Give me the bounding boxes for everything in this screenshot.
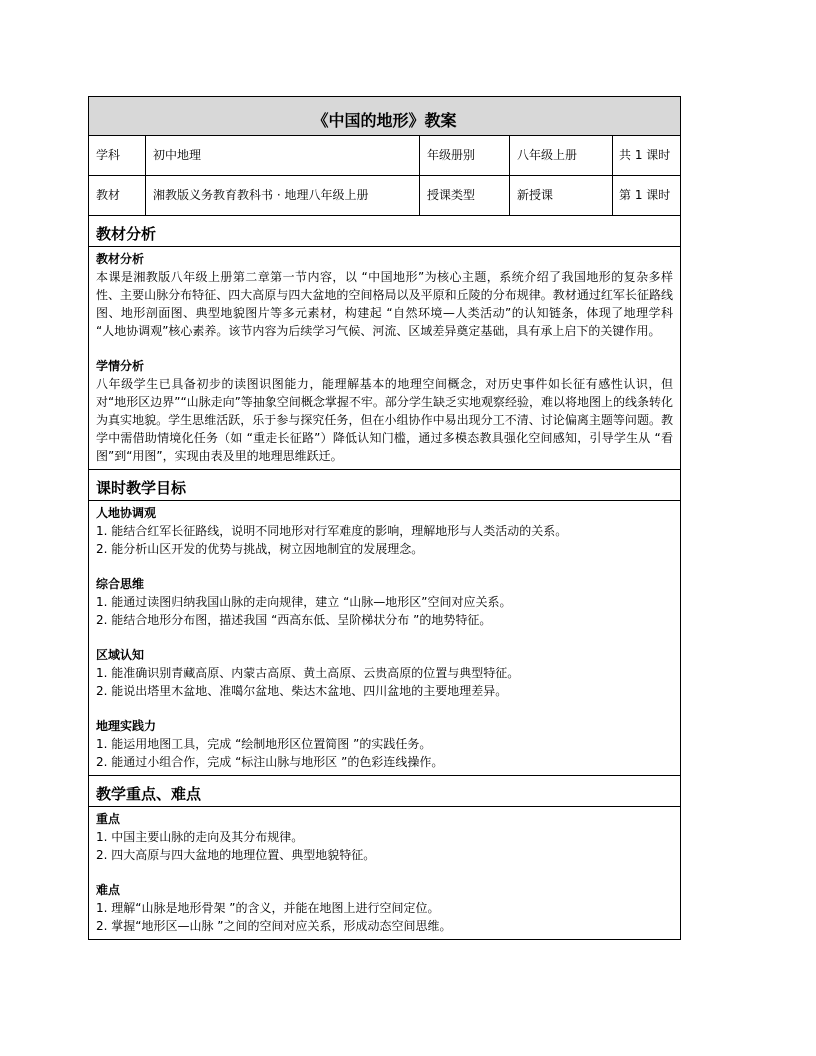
lesson-plan-table <box>88 96 681 940</box>
student-analysis-text: 八年级学生已具备初步的读图识图能力，能理解基本的地理空间概念，对历史事件如长征有感性认识，但对“地形区边界”“山脉走向”等抽象空间概念掌握不牢。部分学生缺乏实地观察经验，难以将地图上的线条转化为真实地貌。学生思维活跃，乐于参与探究任务，但在小组协作中易出现分工不清、讨论偏离主题等问题。教学中需借助情境化任务（如 “重走长征路”）降低认知门槛，通过多模态教具强化空间感知，引导学生从 “看图”到“用图”，实现由表及里的地理思维跃迁。 <box>96 377 673 463</box>
list-item: 1. 中国主要山脉的走向及其分布规律。 <box>96 830 304 844</box>
list-item: 1. 能通过读图归纳我国山脉的走向规律，建立 “山脉—地形区”空间对应关系。 <box>96 595 512 609</box>
title-row <box>89 97 680 135</box>
textbook-analysis-title: 教材分析 <box>96 252 145 266</box>
total-periods: 共 1 课时 <box>612 136 680 175</box>
analysis-body <box>89 247 680 469</box>
textbook-analysis-text: 本课是湘教版八年级上册第二章第一节内容，以 “中国地形”为核心主题，系统介绍了我国地形的复杂多样性、主要山脉分布特征、四大高原与四大盆地的空间格局以及平原和丘陵的分布规律。教材通过红军长征路线图、地形剖面图、典型地貌图片等多元素材，构建起 “自然环境—人类活动”的认知链条，体现了地理学科 “人地协调观”核心素养。该节内容为后续学习气候、河流、区域差异奠定基础，具有承上启下的关键作用。 <box>96 270 673 338</box>
grade-label: 年级册别 <box>419 136 509 175</box>
list-item: 1. 能准确识别青藏高原、内蒙古高原、黄土高原、云贵高原的位置与典型特征。 <box>96 666 520 680</box>
analysis-heading-row <box>89 215 680 246</box>
analysis-heading: 教材分析 <box>96 225 157 243</box>
document-title: 《中国的地形》教案 <box>312 110 457 130</box>
lesson-type-value: 新授课 <box>509 176 612 215</box>
list-item: 2. 能说出塔里木盆地、准噶尔盆地、柴达木盆地、四川盆地的主要地理差异。 <box>96 684 508 698</box>
list-item: 1. 能运用地图工具，完成 “绘制地形区位置简图 ”的实践任务。 <box>96 737 432 751</box>
keypoints-body <box>89 807 459 939</box>
textbook-label: 教材 <box>96 188 121 202</box>
grade-value: 八年级上册 <box>509 136 612 175</box>
keypoints-body-row <box>89 806 680 939</box>
analysis-body-row <box>89 246 680 469</box>
info-row-subject <box>89 135 680 175</box>
subject-label: 学科 <box>96 148 121 162</box>
student-analysis-title: 学情分析 <box>96 359 145 373</box>
list-item: 2. 能结合地形分布图，描述我国 “西高东低、呈阶梯状分布 ”的地势特征。 <box>96 613 492 627</box>
lesson-type-label: 授课类型 <box>419 176 509 215</box>
list-item: 2. 掌握“地形区—山脉 ”之间的空间对应关系，形成动态空间思维。 <box>96 919 452 933</box>
objective-group-title: 区域认知 <box>96 648 145 662</box>
objective-group-title: 地理实践力 <box>96 719 157 733</box>
objectives-body-row <box>89 500 680 775</box>
subject-value: 初中地理 <box>145 136 419 175</box>
textbook-value: 湘教版义务教育教科书 · 地理八年级上册 <box>145 176 419 215</box>
focus-title: 重点 <box>96 812 121 826</box>
info-row-textbook <box>89 175 680 215</box>
objectives-heading-row <box>89 469 680 500</box>
keypoints-heading-row <box>89 775 680 806</box>
objective-group-title: 综合思维 <box>96 577 145 591</box>
objective-group-title: 人地协调观 <box>96 506 157 520</box>
list-item: 2. 能通过小组合作，完成 “标注山脉与地形区 ”的色彩连线操作。 <box>96 755 444 769</box>
list-item: 1. 理解“山脉是地形骨架 ”的含义，并能在地图上进行空间定位。 <box>96 901 440 915</box>
list-item: 1. 能结合红军长征路线，说明不同地形对行军难度的影响，理解地形与人类活动的关系。 <box>96 524 568 538</box>
objectives-heading: 课时教学目标 <box>96 479 187 497</box>
objectives-body <box>89 501 574 775</box>
list-item: 2. 能分析山区开发的优势与挑战，树立因地制宜的发展理念。 <box>96 542 424 556</box>
list-item: 2. 四大高原与四大盆地的地理位置、典型地貌特征。 <box>96 848 376 862</box>
difficulty-title: 难点 <box>96 883 121 897</box>
current-period: 第 1 课时 <box>612 176 680 215</box>
keypoints-heading: 教学重点、难点 <box>96 785 202 803</box>
